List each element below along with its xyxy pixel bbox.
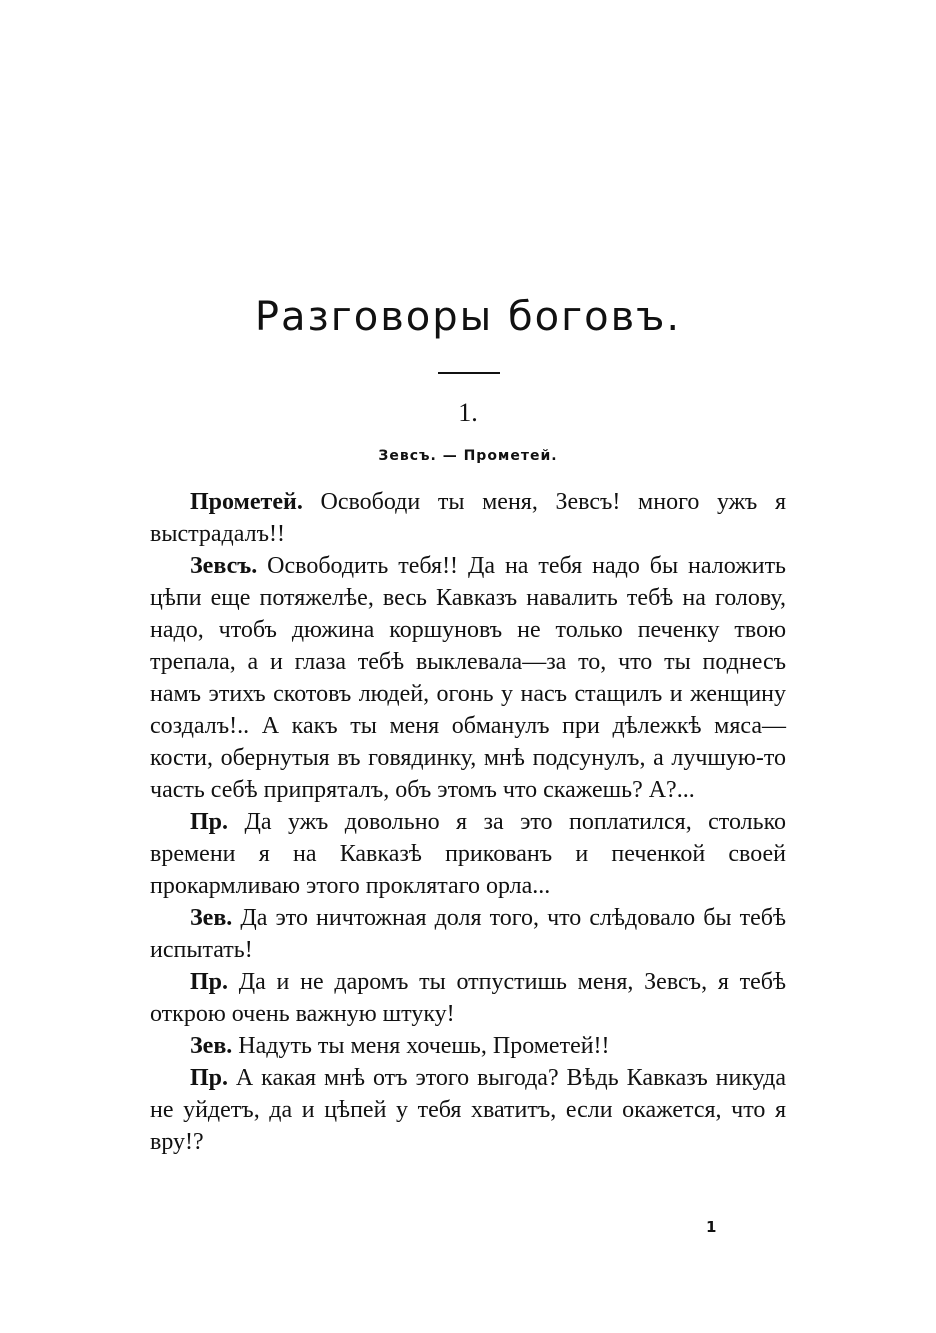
section-number: 1. xyxy=(458,398,478,427)
speech-text: Освободить тебя!! Да на тебя надо бы наложить цѣпи еще потяжелѣе, весь Кавказъ навалить тебѣ на голову, надо, чтобъ дюжина коршуновъ не только печенку твою трепала, а и глаза тебѣ выклевала—за то, что ты поднесъ намъ этихъ скотовъ людей, огонь у насъ стащилъ и женщину создалъ!.. А какъ ты меня обманулъ при дѣлежкѣ мяса—кости, обернутыя въ говядинку, мнѣ подсунулъ, а лучшую-то часть себѣ припряталъ, объ этомъ что скажешь? А?... xyxy=(150,553,786,803)
title-divider xyxy=(438,372,500,374)
dialogue-paragraph xyxy=(150,966,786,1030)
speech-text: Освободи ты меня, Зевсъ! много ужъ я выстрадалъ!! xyxy=(150,489,787,547)
speaker-label: Зевсъ. xyxy=(190,553,258,579)
speech-text: А какая мнѣ отъ этого выгода? Вѣдь Кавказъ никуда не уйдетъ, да и цѣпей у тебя хватитъ, если окажется, что я вру!? xyxy=(150,1065,786,1155)
dialogue-paragraph xyxy=(150,1030,786,1062)
speaker-label: Зев. xyxy=(190,905,233,931)
speech-text: Да и не даромъ ты отпустишь меня, Зевсъ, я тебѣ открою очень важную штуку! xyxy=(150,969,786,1027)
page-number: 1 xyxy=(706,1218,717,1236)
speaker-label: Пр. xyxy=(190,1065,229,1091)
dramatis-personae: Зевсъ. — Прометей. xyxy=(378,448,558,464)
speaker-label: Пр. xyxy=(190,969,229,995)
speech-text: Да ужъ довольно я за это поплатился, столько времени я на Кавказѣ прикованъ и печенкой своей прокармливаю этого проклятаго орла... xyxy=(150,809,787,899)
speaker-label: Зев. xyxy=(190,1033,233,1059)
dialogue-paragraph xyxy=(150,806,786,902)
dialogue-paragraph xyxy=(150,902,786,966)
dialogue-paragraph xyxy=(150,550,786,806)
page-title: Разговоры боговъ. xyxy=(254,294,682,340)
speaker-label: Пр. xyxy=(190,809,229,835)
speaker-label: Прометей. xyxy=(190,489,303,515)
speech-text: Надуть ты меня хочешь, Прометей!! xyxy=(238,1033,610,1059)
dialogue-paragraph xyxy=(150,1062,786,1158)
speech-text: Да это ничтожная доля того, что слѣдовало бы тебѣ испытать! xyxy=(150,905,787,963)
dialogue-text xyxy=(150,486,786,1158)
dialogue-paragraph xyxy=(150,486,786,550)
